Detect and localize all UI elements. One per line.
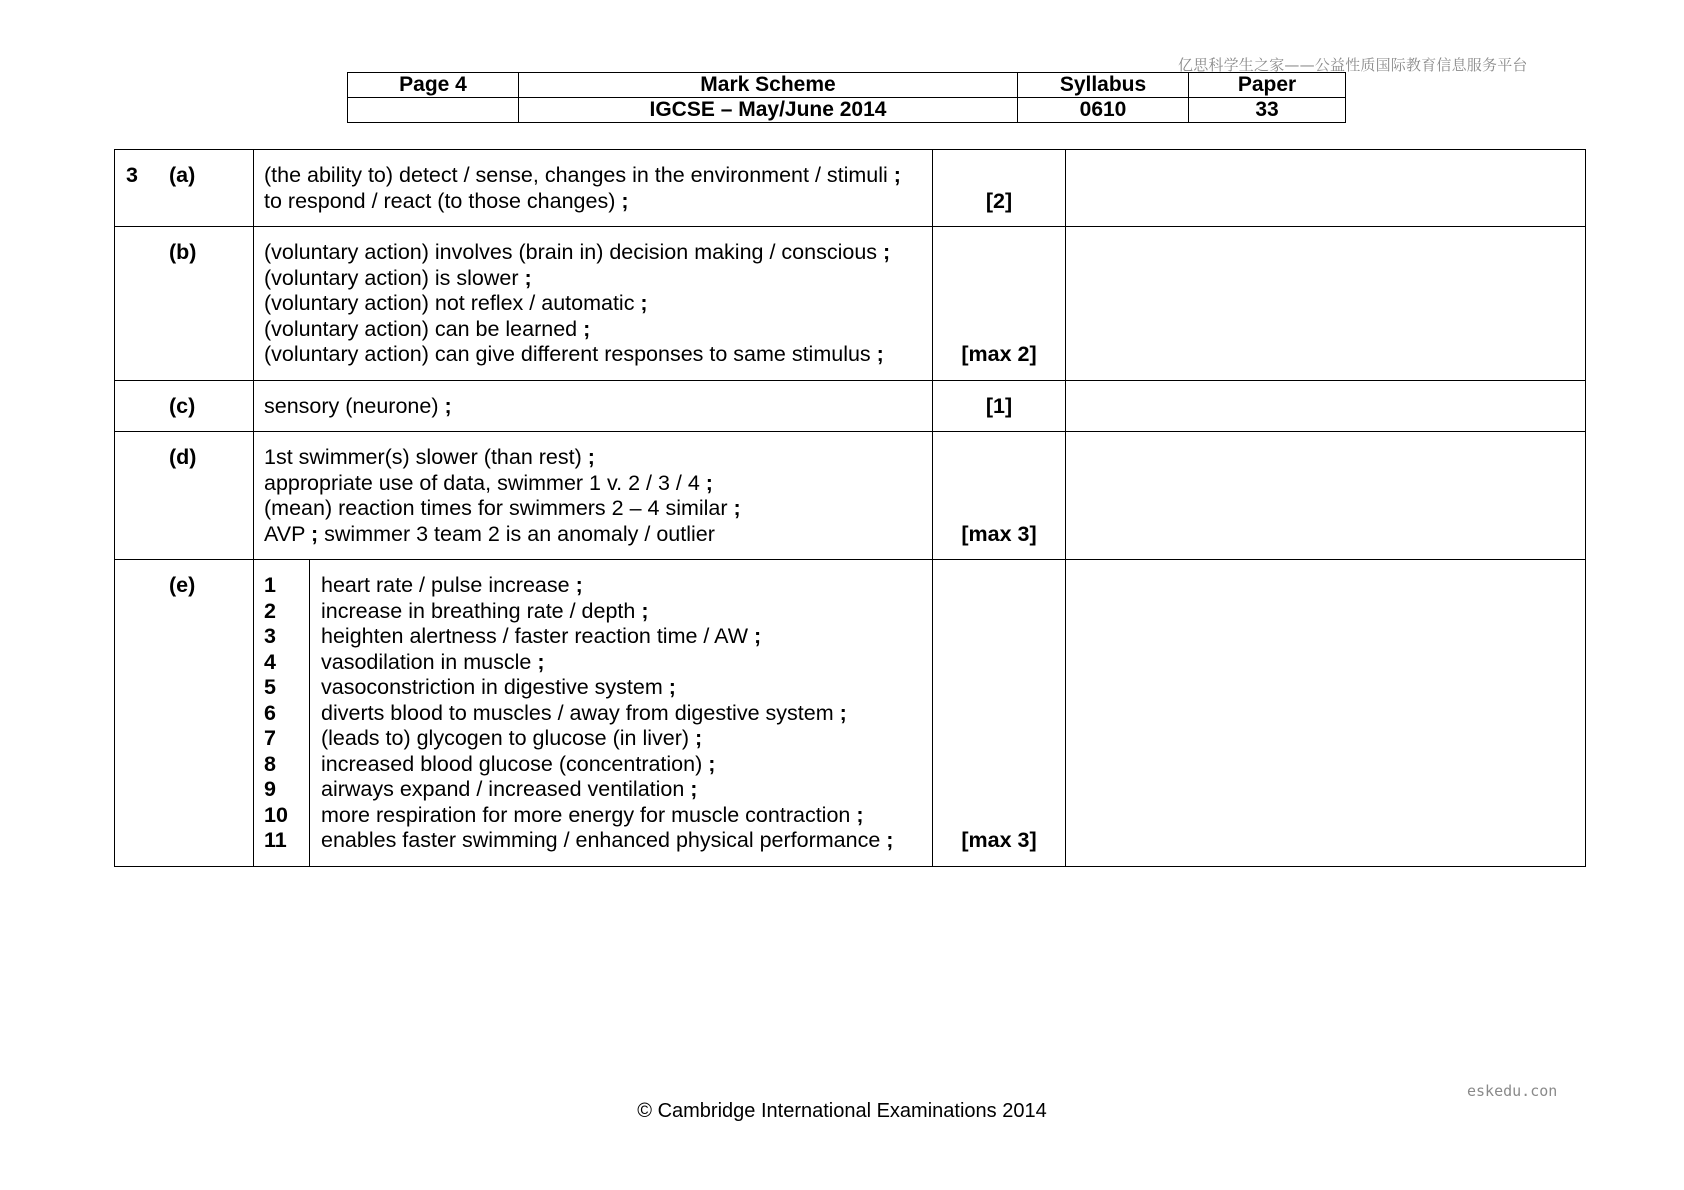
point-text: (leads to) glycogen to glucose (in liver) ; [321,726,703,750]
header-page: Page 4 [348,73,519,98]
point-text: increased blood glucose (concentration) ; [321,751,716,776]
header-page-value [348,98,519,123]
copyright-footer: © Cambridge International Examinations 2014 [637,1100,1047,1122]
mark-point-separator: ; [876,342,884,366]
part-e-row [115,560,1586,867]
part-a-answer [254,150,933,227]
answer-line: (voluntary action) can be learned ; [264,316,591,341]
answer-line: to respond / react (to those changes) ; [264,188,629,213]
part-a-row [115,150,1586,227]
point-text: more respiration for more energy for muscle contraction ; [321,802,864,827]
question-number: 3 [126,163,138,187]
part-e-label-cell [115,560,254,867]
part-b-guidance [1066,227,1586,381]
answer-line: (voluntary action) involves (brain in) decision making / conscious ; [264,240,891,264]
mark-point-separator: ; [524,265,532,290]
watermark-bottom-text: eskedu.con [1467,1082,1558,1100]
part-b-answer [254,227,933,381]
point-number: 9 [264,777,276,801]
mark-point-separator: ; [708,751,716,776]
answer-line: (voluntary action) is slower ; [264,265,532,290]
point-number: 7 [264,726,276,750]
point-text: heart rate / pulse increase ; [321,573,583,597]
header-row-labels [348,73,1346,98]
header-table [347,72,1346,123]
part-c-marks: [1] [933,380,1066,432]
part-d-marks: [max 3] [933,432,1066,560]
mark-point-separator: ; [883,240,891,264]
point-number-column [254,560,310,866]
point-text: vasodilation in muscle ; [321,649,545,674]
answer-line: AVP ; swimmer 3 team 2 is an anomaly / outlier [264,521,715,546]
part-e-marks: [max 3] [933,560,1066,867]
point-number: 1 [264,573,276,597]
answer-line: sensory (neurone) ; [264,393,452,418]
header-paper: Paper [1189,73,1346,98]
point-number: 2 [264,598,276,623]
part-label: (e) [169,573,196,597]
part-e-points [254,560,932,866]
part-label: (b) [169,240,197,264]
part-e-answer [254,560,933,867]
part-b-label-cell [115,227,254,381]
part-c-answer [254,380,933,432]
point-text: airways expand / increased ventilation ; [321,777,698,801]
mark-point-separator: ; [583,316,591,341]
mark-point-separator: ; [587,445,595,469]
mark-point-separator: ; [839,700,847,725]
part-a-marks: [2] [933,150,1066,227]
answer-line: (voluntary action) not reflex / automatic ; [264,291,648,315]
point-number: 3 [264,624,276,648]
part-d-guidance [1066,432,1586,560]
mark-scheme-table [114,149,1586,867]
point-text: enables faster swimming / enhanced physical performance ; [321,828,894,852]
mark-point-separator: ; [733,496,741,520]
point-number: 4 [264,649,276,674]
watermark-top-text: 亿思科学生之家——公益性质国际教育信息服务平台 [1178,56,1528,74]
answer-line: (the ability to) detect / sense, changes in the environment / stimuli ; [264,163,901,187]
mark-point-separator: ; [886,828,894,852]
header-syllabus-code: 0610 [1018,98,1189,123]
answer-line: appropriate use of data, swimmer 1 v. 2 / 3 / 4 ; [264,470,713,495]
point-text: diverts blood to muscles / away from digestive system ; [321,700,847,725]
header-row-values [348,98,1346,123]
mark-point-separator: ; [695,726,703,750]
mark-point-separator: ; [537,649,545,674]
part-b-marks: [max 2] [933,227,1066,381]
part-c-row [115,380,1586,432]
header-paper-number: 33 [1189,98,1346,123]
part-c-label-cell [115,380,254,432]
mark-point-separator: ; [856,802,864,827]
point-number: 8 [264,751,276,776]
part-d-label-cell [115,432,254,560]
part-label: (a) [169,163,196,187]
point-number: 11 [264,828,287,852]
point-number: 5 [264,675,276,699]
answer-line: (voluntary action) can give different responses to same stimulus ; [264,342,884,366]
answer-line: 1st swimmer(s) slower (than rest) ; [264,445,595,469]
point-text: vasoconstriction in digestive system ; [321,675,676,699]
part-a-guidance [1066,150,1586,227]
part-b-row [115,227,1586,381]
part-e-guidance [1066,560,1586,867]
part-a-label-cell [115,150,254,227]
mark-point-separator: ; [311,521,325,546]
mark-point-separator: ; [754,624,762,648]
mark-point-separator: ; [668,675,676,699]
part-d-row [115,432,1586,560]
mark-point-separator: ; [640,291,648,315]
mark-point-separator: ; [444,393,452,418]
mark-point-separator: ; [893,163,901,187]
header-exam-session: IGCSE – May/June 2014 [519,98,1018,123]
header-syllabus: Syllabus [1018,73,1189,98]
part-c-guidance [1066,380,1586,432]
header-mark-scheme: Mark Scheme [519,73,1018,98]
point-text: increase in breathing rate / depth ; [321,598,649,623]
mark-point-separator: ; [690,777,698,801]
mark-point-separator: ; [705,470,713,495]
mark-point-separator: ; [575,573,583,597]
mark-point-separator: ; [621,188,629,213]
point-text-column [310,560,893,866]
part-d-answer [254,432,933,560]
point-text: heighten alertness / faster reaction time / AW ; [321,624,762,648]
point-number: 6 [264,700,276,725]
part-label: (d) [169,445,197,469]
part-label: (c) [169,393,196,418]
answer-line: (mean) reaction times for swimmers 2 – 4 similar ; [264,496,741,520]
point-number: 10 [264,802,288,827]
mark-point-separator: ; [641,598,649,623]
